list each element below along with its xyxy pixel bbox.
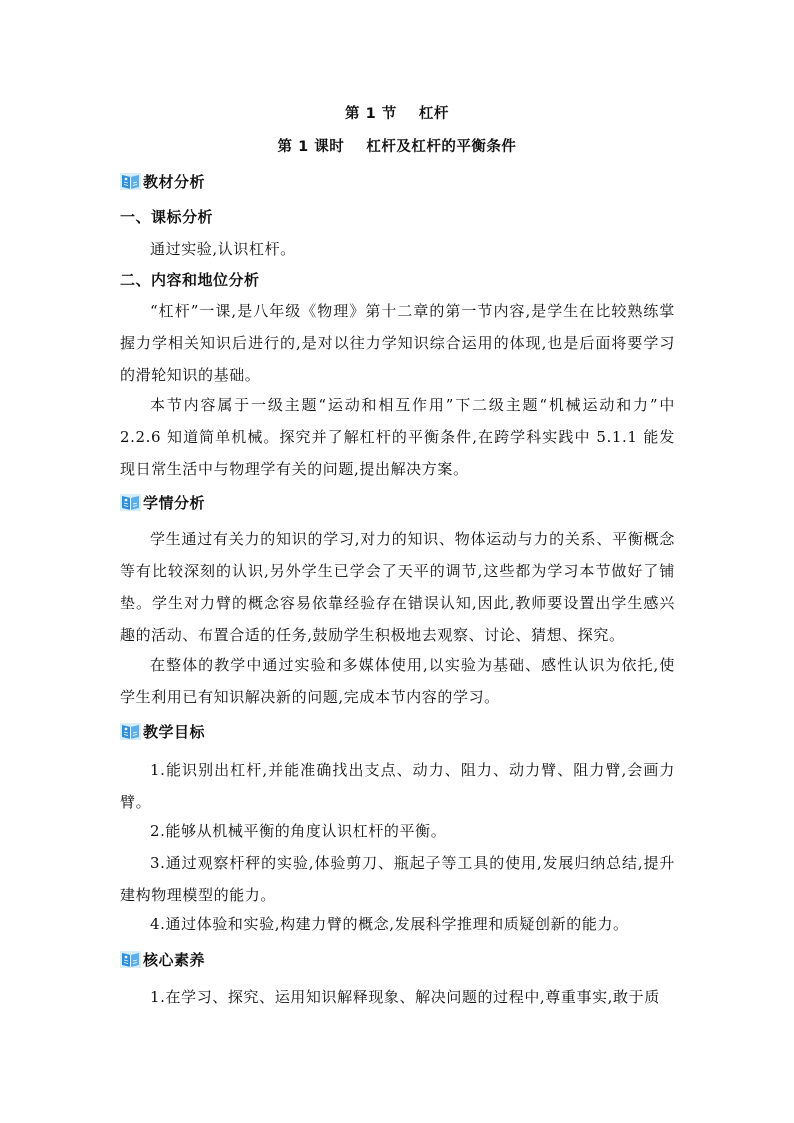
core-literacy-item: 1.在学习、探究、运用知识解释现象、解决问题的过程中,尊重事实,敢于质 [150,988,660,1006]
section-label: 核心素养 [143,950,206,969]
lesson-title: 第 1 课时 杠杆及杠杆的平衡条件 [277,139,517,155]
content-position-heading: 二、内容和地位分析 [120,271,260,289]
curriculum-heading: 一、课标分析 [120,208,214,226]
teaching-goals-heading [120,720,205,742]
content-position-paragraph-2: 本节内容属于一级主题“运动和相互作用”下二级主题“机械运动和力”中 2.2.6 知道简单机械。探究并了解杠杆的平衡条件,在跨学科实践中 5.1.1 能发现日常生活中与物理学有关的问题,提出解决方案。 [120,396,675,478]
content-position-paragraph-1: “杠杆”一课,是八年级《物理》第十二章的第一节内容,是学生在比较熟练掌握力学相关知识后进行的,是对以往力学知识综合运用的体现,也是后面将要学习的滑轮知识的基础。 [120,302,675,384]
student-analysis-heading [120,491,205,513]
teaching-goal-item: 1.能识别出杠杆,并能准确找出支点、动力、阻力、动力臂、阻力臂,会画力臂。 [120,761,675,811]
book-icon [120,951,141,968]
teaching-goal-item: 4.通过体验和实验,构建力臂的概念,发展科学推理和质疑创新的能力。 [150,915,629,933]
section-label: 学情分析 [143,493,206,512]
book-icon [120,494,141,511]
section-label: 教学目标 [143,722,206,741]
student-analysis-paragraph-1: 学生通过有关力的知识的学习,对力的知识、物体运动与力的关系、平衡概念等有比较深刻的认识,另外学生已学会了天平的调节,这些都为学习本节做好了铺垫。学生对力臂的概念容易依靠经验存在错误认知,因此,教师要设置出学生感兴趣的活动、布置合适的任务,鼓励学生积极地去观察、讨论、猜想、探究。 [120,530,675,644]
section-title: 第 1 节 杠杆 [345,106,449,122]
core-literacy-heading [120,948,205,970]
section-label: 教材分析 [143,172,206,191]
curriculum-text: 通过实验,认识杠杆。 [150,240,296,258]
book-icon [120,723,141,740]
teaching-goal-item: 2.能够从机械平衡的角度认识杠杆的平衡。 [150,822,447,840]
book-icon [120,173,141,190]
textbook-analysis-heading [120,170,205,192]
teaching-goal-item: 3.通过观察杆秤的实验,体验剪刀、瓶起子等工具的使用,发展归纳总结,提升建构物理模型的能力。 [120,854,675,904]
student-analysis-paragraph-2: 在整体的教学中通过实验和多媒体使用,以实验为基础、感性认识为依托,使学生利用已有知识解决新的问题,完成本节内容的学习。 [120,656,675,706]
